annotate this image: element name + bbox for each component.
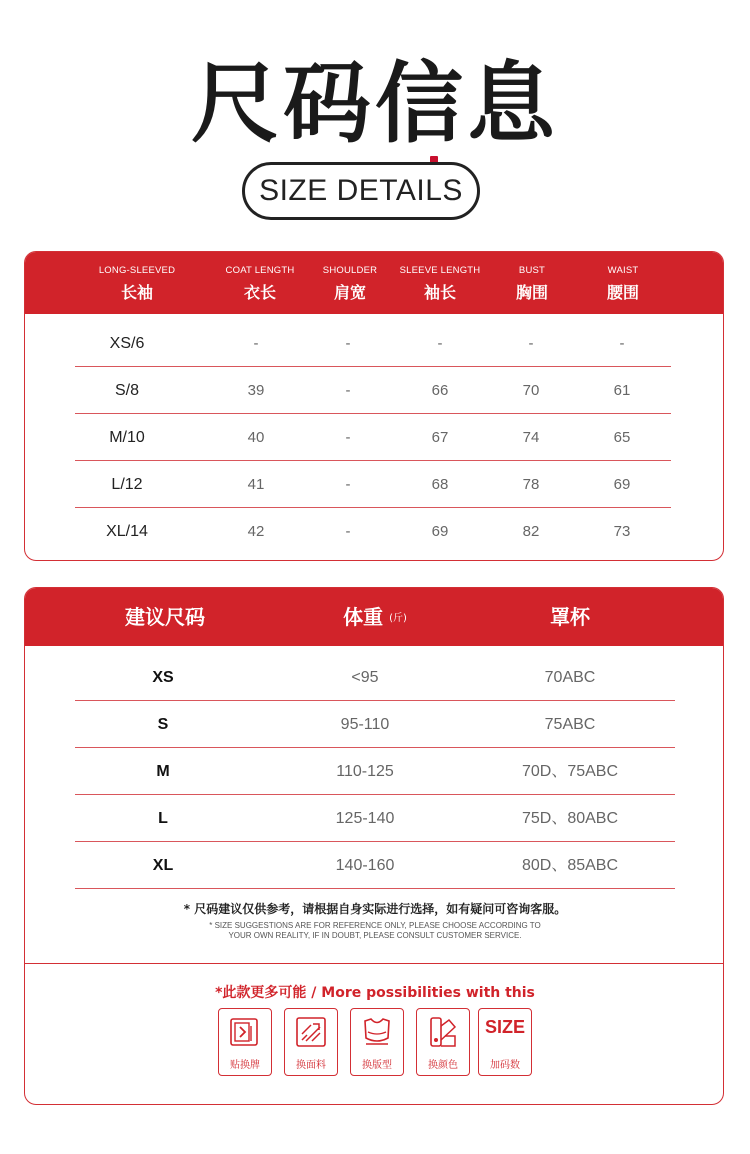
col-header-sleeve-length: SLEEVE LENGTH 袖长 bbox=[399, 265, 481, 302]
option-label: 加码数 bbox=[490, 1060, 520, 1071]
option-color-swap[interactable] bbox=[416, 1008, 470, 1076]
col-header-suggested-size: 建议尺码 bbox=[125, 605, 205, 629]
option-size-add[interactable] bbox=[478, 1008, 532, 1076]
size-note-en: * SIZE SUGGESTIONS ARE FOR REFERENCE ONLY, PLEASE CHOOSE ACCORDING TO YOUR OWN REALITY, IF IN DOUBT, PLEASE CONSULT CUSTOMER SERVICE. bbox=[209, 921, 541, 940]
size-table-header bbox=[25, 252, 723, 314]
color-swap-icon bbox=[425, 1014, 461, 1050]
table-row: L 125-140 75D、80ABC bbox=[75, 795, 675, 842]
subtitle-badge bbox=[242, 162, 480, 220]
table-row: L/12 41 - 68 78 69 bbox=[75, 461, 671, 508]
suggest-table-header bbox=[25, 588, 723, 646]
size-table bbox=[24, 251, 724, 561]
table-row: M 110-125 70D、75ABC bbox=[75, 748, 675, 795]
label-swap-icon bbox=[227, 1014, 263, 1050]
col-header-long-sleeved: LONG-SLEEVED 长袖 bbox=[98, 265, 176, 302]
table-row: XL 140-160 80D、85ABC bbox=[75, 842, 675, 889]
col-header-coat-length: COAT LENGTH 衣长 bbox=[225, 265, 295, 302]
col-header-waist: WAIST 腰围 bbox=[606, 265, 639, 302]
col-header-shoulder: SHOULDER 肩宽 bbox=[322, 265, 378, 302]
suggest-table bbox=[24, 587, 724, 1105]
section-divider bbox=[25, 963, 724, 964]
option-label: 换颜色 bbox=[428, 1060, 458, 1071]
option-fabric-swap[interactable] bbox=[284, 1008, 338, 1076]
option-label-swap[interactable] bbox=[218, 1008, 272, 1076]
table-row: S 95-110 75ABC bbox=[75, 701, 675, 748]
option-label: 换版型 bbox=[362, 1060, 392, 1071]
page-title: 尺码信息 bbox=[190, 52, 559, 155]
col-header-weight: 体重 (斤) bbox=[343, 605, 407, 629]
table-row: XS <95 70ABC bbox=[75, 654, 675, 701]
size-note-cn: * 尺码建议仅供参考，请根据自身实际进行选择，如有疑问可咨询客服。 bbox=[183, 902, 567, 916]
table-row: S/8 39 - 66 70 61 bbox=[75, 367, 671, 414]
table-row: XS/6 - - - - - bbox=[75, 320, 671, 367]
option-pattern-swap[interactable] bbox=[350, 1008, 404, 1076]
option-label: 贴换牌 bbox=[230, 1060, 260, 1071]
subtitle-text: SIZE DETAILS bbox=[259, 174, 463, 207]
pattern-swap-icon bbox=[359, 1014, 395, 1050]
table-row: M/10 40 - 67 74 65 bbox=[75, 414, 671, 461]
fabric-swap-icon bbox=[293, 1014, 329, 1050]
table-row: XL/14 42 - 69 82 73 bbox=[106, 523, 631, 540]
col-header-bust: BUST 胸围 bbox=[515, 265, 548, 302]
more-possibilities-title: *此款更多可能 / More possibilities with this bbox=[215, 985, 535, 1001]
option-label: 换面料 bbox=[296, 1060, 326, 1071]
size-add-icon: SIZE bbox=[484, 1017, 525, 1037]
col-header-cup: 罩杯 bbox=[550, 605, 590, 629]
